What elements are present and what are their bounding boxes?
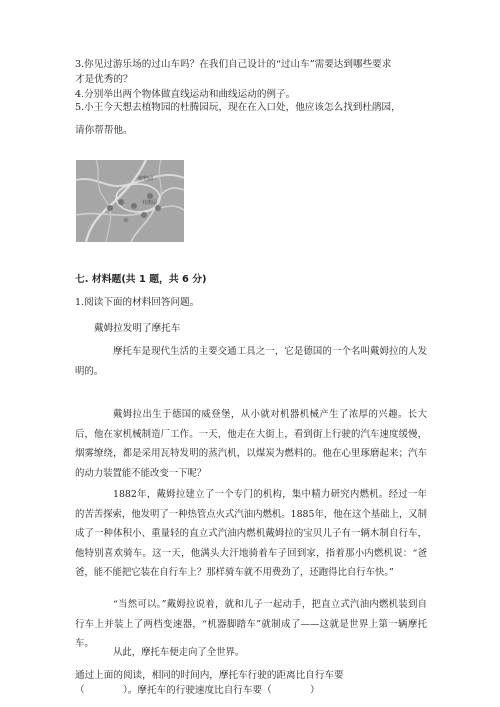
question-5-line-2: 请你帮帮他。 (75, 125, 133, 136)
botanical-garden-map (76, 160, 184, 242)
article-paragraph-4: “当然可以。”戴姆拉说着，就和儿子一起动手，把直立式汽油内燃机装到自行车上并装上了两档变速器，“机器脚踏车”就制成了——这就是世界上第一辆摩托车。 (75, 599, 427, 649)
article-title: 戴姆拉发明了摩托车 (94, 323, 181, 334)
reading-question-line-2: （ ）。摩托车的行驶速度比自行车要（ ） (75, 685, 320, 696)
question-3-line-1: 3.你见过游乐场的过山车吗？在我们自己设计的“过山车”需要达到哪些要求 (75, 59, 392, 70)
section-heading: 七. 材料题(共 1 题，共 6 分) (75, 274, 207, 285)
map-drawing (76, 160, 184, 242)
reading-question-line-1: 通过上面的阅读，相同的时间内，摩托车行驶的距离比自行车要 (75, 670, 344, 681)
article-paragraph-3: 1882年，戴姆拉建立了一个专门的机构，集中精力研究内燃机。经过一年的苦苦探索，他发明了一种热管点火式汽油内燃机。1885年，他在这个基础上，又制成了一种体积小、重量轻的直立式汽油内燃机戴姆拉的宝贝儿子有一辆木制自行车，他特别喜欢骑车。这一天，他满头大汗地骑着车子回到家，指着那小内燃机说：“爸爸，能不能把它装在自行车上？那样骑车就不用费劲了，还跑得比自行车快。” (75, 489, 427, 578)
question-3-line-2: 才是优秀的？ (75, 74, 133, 85)
material-intro: 1.阅读下面的材料回答问题。 (75, 297, 200, 308)
map-label-top: 植物园 (138, 176, 154, 182)
map-label-azalea: 杜鹃园 (142, 200, 158, 206)
article-paragraph-1: 摩托车是现代生活的主要交通工具之一，它是德国的一个名叫戴姆拉的人发明的。 (75, 346, 427, 377)
question-4: 4.分别举出两个物体做直线运动和曲线运动的例子。 (75, 89, 296, 100)
question-5-line-1: 5.小王今天想去植物园的杜腾园玩，现在在入口处，他应该怎么找到杜鹃园， (75, 102, 401, 113)
article-paragraph-5: 从此，摩托车便走向了全世界。 (113, 647, 245, 658)
article-paragraph-2: 戴姆拉出生于德国的威登堡，从小就对机器机械产生了浓厚的兴趣。长大后，他在家机械制造厂工作。一天，他走在大街上，看到街上行驶的汽车速度缓慢，烟雾缭绕，都是采用瓦特发明的蒸汽机，以煤炭为燃料的。他在心里琢磨起来；汽车的动力装置能不能改变一下呢？ (75, 409, 427, 479)
